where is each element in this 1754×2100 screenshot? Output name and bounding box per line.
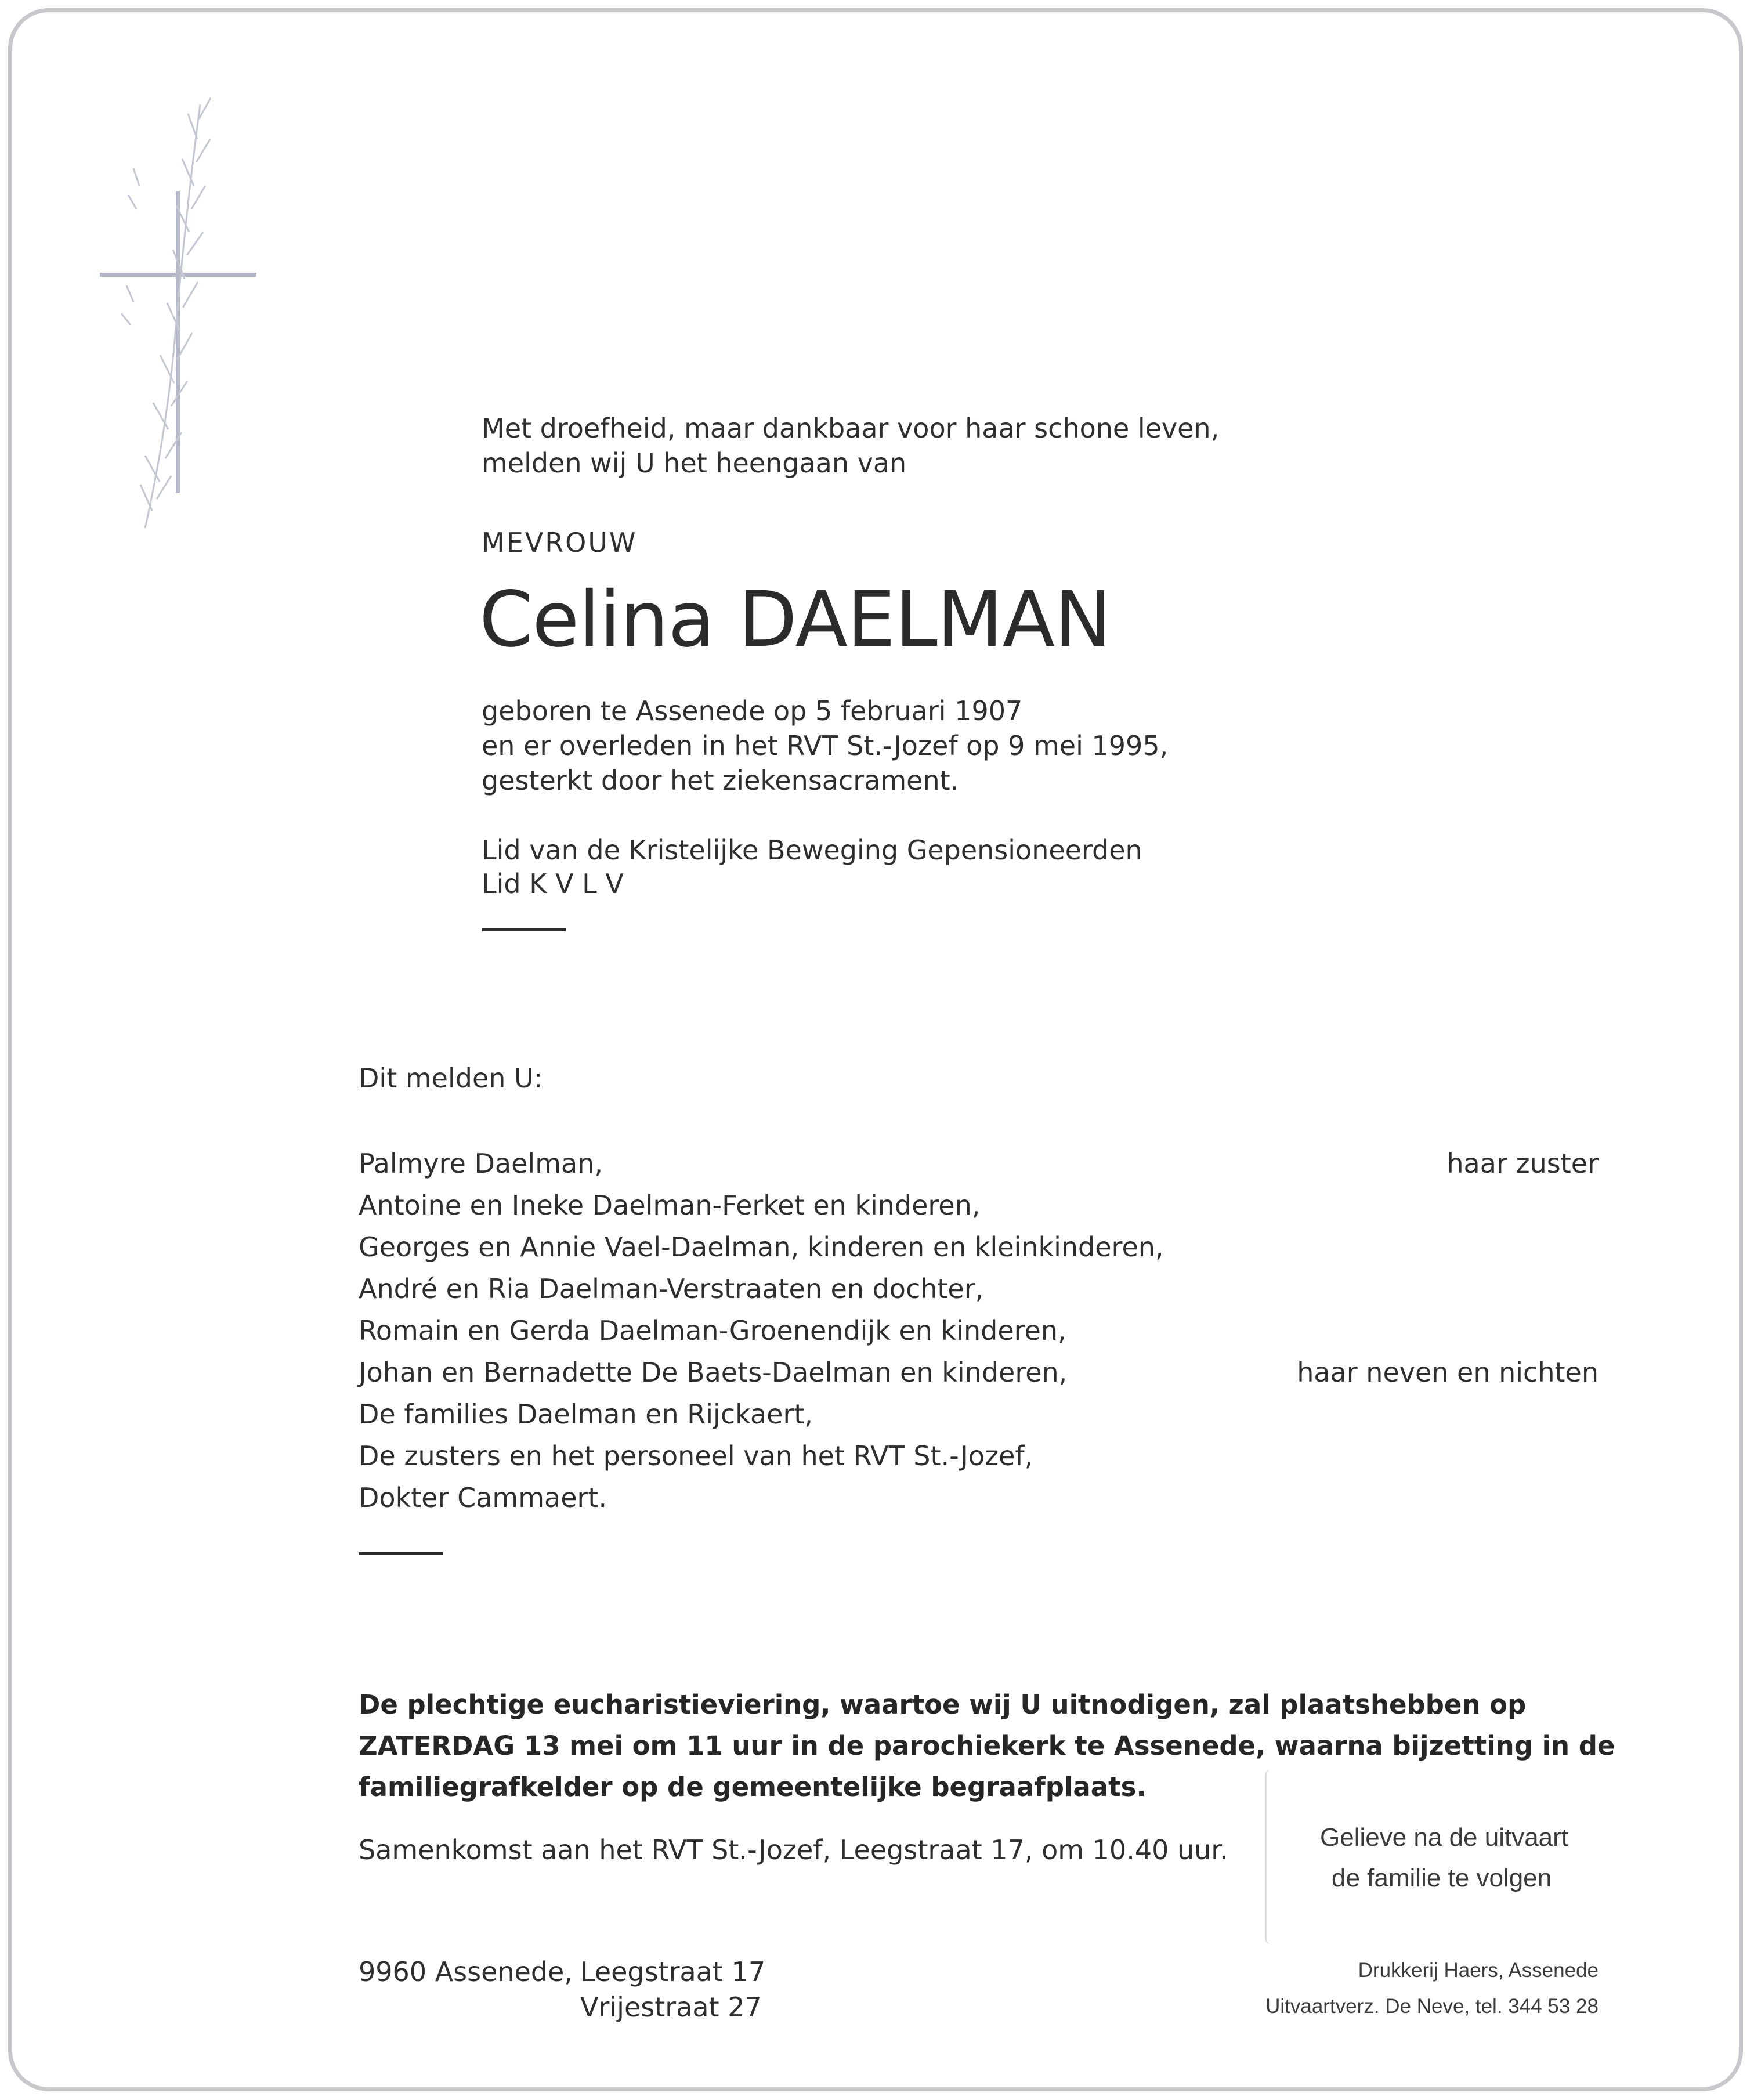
title-mevrouw: MEVROUW (482, 527, 638, 558)
address-street-2: Vrijestraat 27 (580, 1991, 762, 2023)
cross-with-branch-icon (0, 0, 290, 551)
gathering-info: Samenkomst aan het RVT St.-Jozef, Leegstraat 17, om 10.40 uur. (359, 1834, 1228, 1866)
mourner-line: De families Daelman en Rijckaert, (359, 1398, 813, 1430)
mourner-line: André en Ria Daelman-Verstraaten en dochter, (359, 1273, 984, 1304)
address-city: 9960 Assenede, (359, 1956, 573, 1987)
intro-line-1: Met droefheid, maar dankbaar voor haar schone leven, (482, 413, 1220, 444)
mourner-line: Antoine en Ineke Daelman-Ferket en kinderen, (359, 1190, 981, 1221)
service-line-1: De plechtige eucharistieviering, waartoe wij U uitnodigen, zal plaatshebben op (359, 1689, 1527, 1720)
divider-top (482, 928, 566, 931)
mourner-line: Palmyre Daelman, (359, 1148, 603, 1179)
relation-cousins: haar neven en nichten (1297, 1357, 1599, 1388)
membership-line-1: Lid van de Kristelijke Beweging Gepensioneerden (482, 834, 1142, 866)
note-bracket (1265, 1770, 1278, 1944)
membership-line-2: Lid K V L V (482, 868, 624, 899)
divider-bottom (359, 1552, 443, 1555)
service-line-3: familiegrafkelder op de gemeentelijke begraafplaats. (359, 1772, 1147, 1802)
follow-note-line-2: de familie te volgen (1332, 1864, 1552, 1892)
intro-line-2: melden wij U het heengaan van (482, 447, 907, 479)
deceased-name: Celina DAELMAN (479, 575, 1111, 664)
service-line-2: ZATERDAG 13 mei om 11 uur in de parochiekerk te Assenede, waarna bijzetting in de (359, 1730, 1615, 1761)
address-street-1: Leegstraat 17 (580, 1956, 766, 1987)
mourner-line: De zusters en het personeel van het RVT St.-Jozef, (359, 1440, 1033, 1472)
bio-line-2: en er overleden in het RVT St.-Jozef op 9 mei 1995, (482, 730, 1169, 761)
mourner-line: Georges en Annie Vael-Daelman, kinderen en kleinkinderen, (359, 1231, 1164, 1263)
bio-line-1: geboren te Assenede op 5 februari 1907 (482, 695, 1023, 726)
follow-note-line-1: Gelieve na de uitvaart (1320, 1823, 1569, 1852)
bio-line-3: gesterkt door het ziekensacrament. (482, 765, 959, 796)
mourner-line: Romain en Gerda Daelman-Groenendijk en kinderen, (359, 1315, 1066, 1346)
mourner-line: Johan en Bernadette De Baets-Daelman en kinderen, (359, 1357, 1068, 1388)
relation-sister: haar zuster (1446, 1148, 1599, 1179)
printer-line-2: Uitvaartverz. De Neve, tel. 344 53 28 (1265, 1995, 1599, 2018)
mourner-line: Dokter Cammaert. (359, 1482, 607, 1513)
printer-line-1: Drukkerij Haers, Assenede (1358, 1959, 1599, 1982)
announce-heading: Dit melden U: (359, 1062, 543, 1094)
